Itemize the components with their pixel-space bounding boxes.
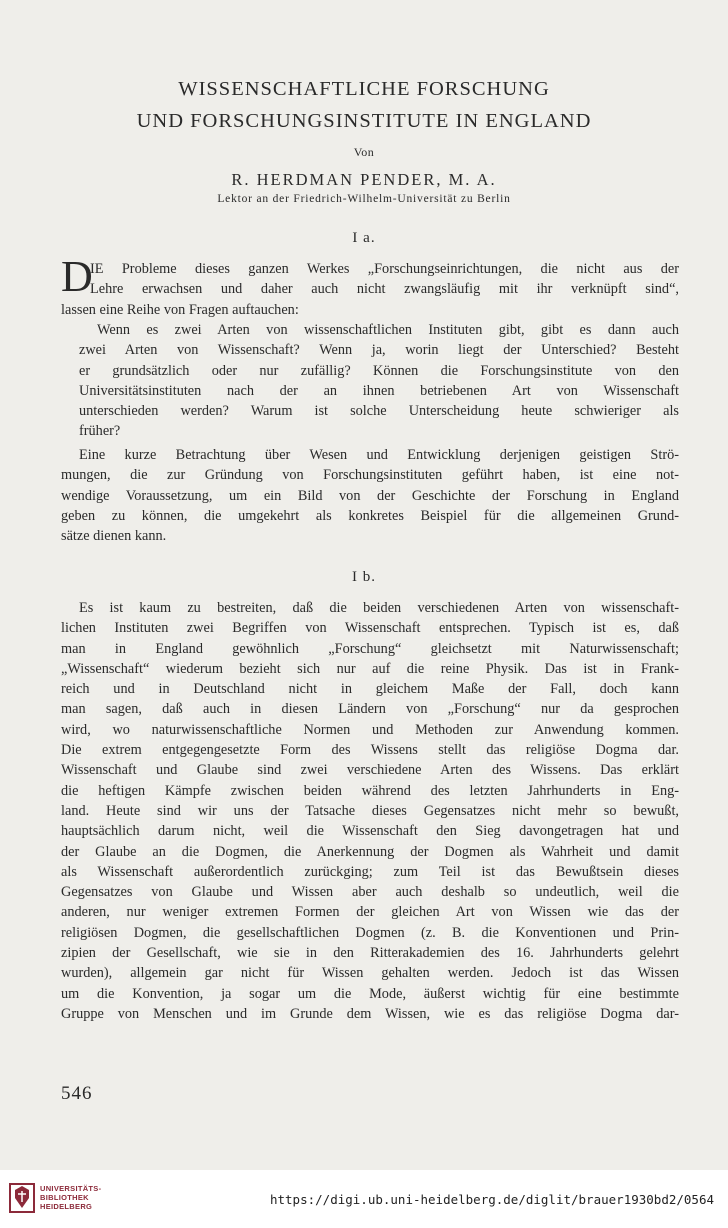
text-line: wird, wo naturwissenschaftliche Normen und Methoden zur Anwendung kommen. — [61, 721, 679, 738]
library-name — [40, 1184, 101, 1211]
questions-paragraph — [61, 320, 679, 442]
drop-cap: D — [61, 252, 93, 301]
text-line: zwei Arten von Wissenschaft? Wenn ja, worin liegt der Unterschied? Besteht — [79, 342, 679, 359]
library-name-line: HEIDELBERG — [40, 1202, 93, 1211]
footer-bar — [0, 1170, 728, 1228]
text-line: wurden), allgemein gar nicht für Wissen gehalten werden. Jedoch ist das Wissen — [61, 965, 679, 982]
text-line: IE Probleme dieses ganzen Werkes „Forschungseinrichtungen, die nicht aus der — [90, 261, 679, 277]
section-heading-ia: I a. — [352, 230, 376, 246]
paragraph-ib — [61, 598, 679, 1024]
paragraph-ia — [61, 445, 679, 546]
text-line: lassen eine Reihe von Fragen auftauchen: — [61, 301, 299, 318]
text-line: hauptsächlich darum nicht, weil die Wissenschaft den Sieg davongetragen hat und — [61, 823, 679, 840]
text-line: wendige Voraussetzung, um ein Bild von der Geschichte der Forschung in England — [61, 487, 679, 504]
text-line: Lehre erwachsen und daher auch nicht zwangsläufig mit ihr verknüpft sind“, — [90, 281, 679, 298]
text-line: Gruppe von Menschen und im Grunde dem Wissen, wie es das religiöse Dogma dar- — [61, 1005, 679, 1022]
intro-paragraph — [61, 259, 679, 320]
text-line: reich und in Deutschland nicht in gleichem Maße der Fall, doch kann — [61, 681, 679, 698]
page-number: 546 — [61, 1083, 93, 1104]
author-name: R. HERDMAN PENDER, M. A. — [231, 170, 497, 189]
text-line: Die extrem entgegengesetzte Form des Wissens stellt das religiöse Dogma dar. — [61, 742, 679, 759]
text-line: geben zu können, die umgekehrt als konkretes Beispiel für die allgemeinen Grund- — [61, 507, 679, 524]
heidelberg-library-logo-icon — [8, 1182, 36, 1214]
text-line: man in England gewöhnlich „Forschung“ gleichsetzt mit Naturwissenschaft; — [61, 640, 679, 657]
text-line: der Glaube an die Dogmen, die Anerkennung der Dogmen als Wahrheit und damit — [61, 843, 679, 860]
text-line: Es ist kaum zu bestreiten, daß die beiden verschiedenen Arten von wissenschaft- — [79, 600, 679, 616]
text-line: Wissenschaft und Glaube sind zwei verschiedene Arten des Wissens. Das erklärt — [61, 762, 679, 779]
text-line: Eine kurze Betrachtung über Wesen und Entwicklung derjenigen geistigen Strö- — [79, 447, 679, 463]
text-line: er grundsätzlich oder nur zufällig? Können die Forschungsinstitute von den — [79, 362, 679, 379]
text-line: man sagen, daß auch in diesen Ländern von „Forschung“ nur da gesprochen — [61, 701, 679, 718]
text-line: früher? — [79, 423, 121, 440]
source-url-link[interactable]: https://digi.ub.uni-heidelberg.de/diglit/brauer1930bd2/0564 — [269, 1192, 714, 1207]
title-line-1: WISSENSCHAFTLICHE FORSCHUNG — [178, 78, 550, 100]
text-line: unterschieden werden? Warum ist solche Unterscheidung heute schwieriger als — [79, 403, 679, 420]
text-line: religiösen Dogmen, die gesellschaftlichen Dogmen (z. B. die Konventionen und Prin- — [61, 924, 679, 941]
text-line: um die Konvention, ja sogar um die Mode, äußerst wichtig für eine bestimmte — [61, 985, 679, 1002]
section-heading-ib: I b. — [352, 569, 376, 585]
byline-von: Von — [353, 145, 375, 159]
library-name-line: UNIVERSITÄTS- — [40, 1184, 102, 1193]
author-affiliation: Lektor an der Friedrich-Wilhelm-Universität zu Berlin — [217, 193, 511, 205]
text-line: mungen, die zur Gründung von Forschungsinstituten geführt haben, ist eine not- — [61, 467, 679, 484]
text-line: die heftigen Kämpfe zwischen beiden während des letzten Jahrhunderts in Eng- — [61, 782, 679, 799]
text-line: zipien der Gesellschaft, wie sie in den Ritterakademien des 16. Jahrhunderts gelehrt — [61, 945, 679, 962]
library-name-line: BIBLIOTHEK — [40, 1193, 89, 1202]
text-line: lichen Instituten zwei Begriffen von Wissenschaft entsprechen. Typisch ist es, daß — [61, 620, 679, 637]
text-line: Universitätsinstituten nach der an ihnen betriebenen Art von Wissenschaft — [79, 382, 679, 399]
title-line-2: UND FORSCHUNGSINSTITUTE IN ENGLAND — [136, 110, 592, 132]
text-line: anderen, nur weniger extremen Formen der gleichen Art von Wissen wie das der — [61, 904, 679, 921]
text-line: land. Heute sind wir uns der Tatsache dieses Gegensatzes nicht mehr so bewußt, — [61, 802, 679, 819]
text-line: „Wissenschaft“ wiederum bezieht sich nur auf die reine Physik. Das ist in Frank- — [61, 660, 679, 677]
text-line: Wenn es zwei Arten von wissenschaftlichen Instituten gibt, gibt es dann auch — [97, 322, 679, 338]
text-line: als Wissenschaft außerordentlich zurückging; zum Teil ist das Bewußtsein dieses — [61, 863, 679, 880]
text-line: Gegensatzes von Glaube und Wissen aber auch deshalb so undeutlich, weil die — [61, 884, 679, 901]
text-line: sätze dienen kann. — [61, 528, 167, 545]
